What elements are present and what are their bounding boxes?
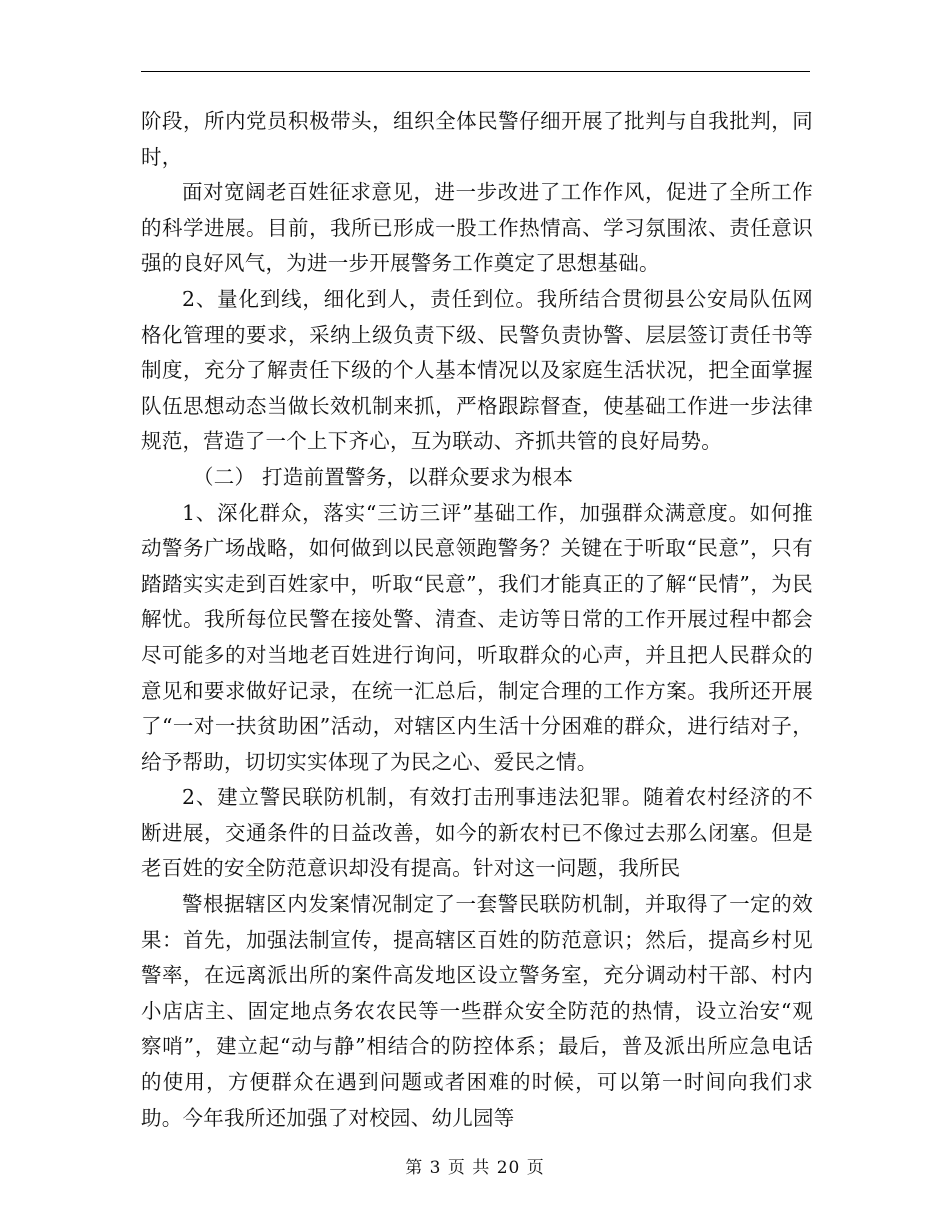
page-number: 第 3 页 共 20 页 bbox=[405, 1158, 545, 1178]
paragraph-4: 1、深化群众，落实“三访三评”基础工作，加强群众满意度。如何推动警务广场战略，如何做到以民意领跑警务？关键在于听取“民意”，只有踏踏实实走到百姓家中，听取“民意”，我们才能真正的了解“民情”，为民解忧。我所每位民警在接处警、清查、走访等日常的工作开展过程中都会尽可能多的对当地老百姓进行询问，听取群众的心声，并且把人民群众的意见和要求做好记录，在统一汇总后，制定合理的工作方案。我所还开展了“一对一扶贫助困”活动，对辖区内生活十分困难的群众，进行结对子，给予帮助，切切实实体现了为民之心、爱民之情。 bbox=[141, 500, 813, 774]
header-rule bbox=[141, 71, 810, 72]
paragraph-3: 2、量化到线，细化到人，责任到位。我所结合贯彻县公安局队伍网格化管理的要求，采纳上级负责下级、民警负责协警、层层签订责任书等制度，充分了解责任下级的个人基本情况以及家庭生活状况，把全面掌握队伍思想动态当做长效机制来抓，严格跟踪督查，使基础工作进一步法律规范，营造了一个上下齐心，互为联动、齐抓共管的良好局势。 bbox=[141, 286, 813, 454]
document-body bbox=[141, 104, 813, 1136]
paragraph-6: 警根据辖区内发案情况制定了一套警民联防机制，并取得了一定的效果：首先，加强法制宣传，提高辖区百姓的防范意识；然后，提高乡村见警率，在远离派出所的案件高发地区设立警务室，充分调动村干部、村内小店店主、固定地点务农农民等一些群众安全防范的热情，设立治安“观察哨”，建立起“动与静”相结合的防控体系；最后，普及派出所应急电话的使用，方便群众在遇到问题或者困难的时候，可以第一时间向我们求助。今年我所还加强了对校园、幼儿园等 bbox=[141, 892, 813, 1130]
paragraph-5: 2、建立警民联防机制，有效打击刑事违法犯罪。随着农村经济的不断进展，交通条件的日益改善，如今的新农村已不像过去那么闭塞。但是老百姓的安全防范意识却没有提高。针对这一问题，我所民 bbox=[141, 785, 813, 881]
paragraph-2: 面对宽阔老百姓征求意见，进一步改进了工作作风，促进了全所工作的科学进展。目前，我所已形成一股工作热情高、学习氛围浓、责任意识强的良好风气，为进一步开展警务工作奠定了思想基础。 bbox=[141, 180, 813, 276]
section-heading: （二） 打造前置警务，以群众要求为根本 bbox=[193, 464, 574, 489]
paragraph-1: 阶段，所内党员积极带头，组织全体民警仔细开展了批判与自我批判，同时， bbox=[141, 109, 813, 169]
